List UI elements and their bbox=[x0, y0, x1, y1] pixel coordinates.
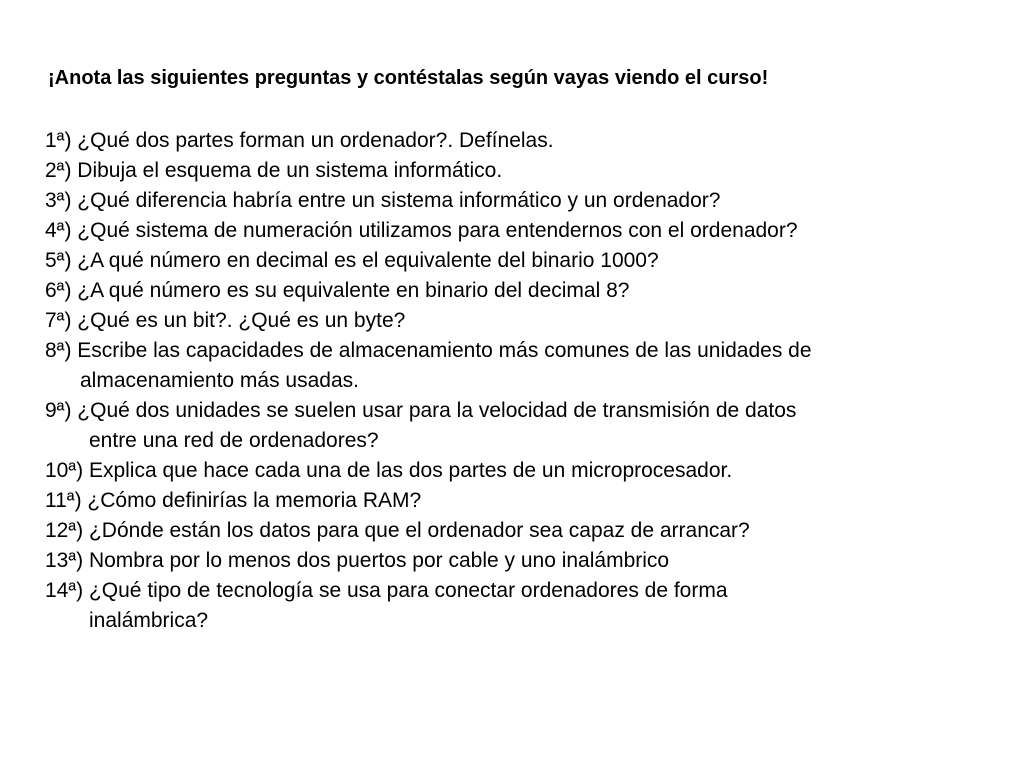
question-item bbox=[45, 396, 1005, 456]
question-item bbox=[45, 186, 1005, 216]
question-item bbox=[45, 156, 1005, 186]
question-text: 4ª) ¿Qué sistema de numeración utilizamos para entendernos con el ordenador? bbox=[45, 219, 798, 242]
question-continuation: entre una red de ordenadores? bbox=[89, 429, 379, 452]
question-item bbox=[45, 216, 1005, 246]
question-item bbox=[45, 246, 1005, 276]
question-text: 6ª) ¿A qué número es su equivalente en binario del decimal 8? bbox=[45, 279, 630, 302]
question-item bbox=[45, 456, 1005, 486]
question-list bbox=[45, 126, 1005, 636]
question-text: 2ª) Dibuja el esquema de un sistema informático. bbox=[45, 159, 503, 182]
question-item bbox=[45, 336, 1005, 396]
question-text: 11ª) ¿Cómo definirías la memoria RAM? bbox=[45, 489, 422, 512]
question-text: 8ª) Escribe las capacidades de almacenamiento más comunes de las unidades de bbox=[45, 339, 812, 362]
question-text: 1ª) ¿Qué dos partes forman un ordenador?. Defínelas. bbox=[45, 129, 554, 152]
question-text: 14ª) ¿Qué tipo de tecnología se usa para conectar ordenadores de forma bbox=[45, 579, 728, 602]
question-item bbox=[45, 516, 1005, 546]
question-text: 7ª) ¿Qué es un bit?. ¿Qué es un byte? bbox=[45, 309, 406, 332]
question-text: 12ª) ¿Dónde están los datos para que el ordenador sea capaz de arrancar? bbox=[45, 519, 750, 542]
question-item bbox=[45, 306, 1005, 336]
question-text: 9ª) ¿Qué dos unidades se suelen usar para la velocidad de transmisión de datos bbox=[45, 399, 797, 422]
question-continuation: inalámbrica? bbox=[89, 609, 209, 632]
question-text: 10ª) Explica que hace cada una de las dos partes de un microprocesador. bbox=[45, 459, 733, 482]
question-continuation: almacenamiento más usadas. bbox=[80, 369, 359, 392]
question-text: 5ª) ¿A qué número en decimal es el equivalente del binario 1000? bbox=[45, 249, 659, 272]
question-text: 3ª) ¿Qué diferencia habría entre un sistema informático y un ordenador? bbox=[45, 189, 721, 212]
question-text: 13ª) Nombra por lo menos dos puertos por cable y uno inalámbrico bbox=[45, 549, 670, 572]
question-item bbox=[45, 276, 1005, 306]
question-item bbox=[45, 546, 1005, 576]
question-item bbox=[45, 486, 1005, 516]
page-title: ¡Anota las siguientes preguntas y contéstalas según vayas viendo el curso! bbox=[48, 67, 769, 89]
question-item bbox=[45, 126, 1005, 156]
question-item bbox=[45, 576, 1005, 636]
